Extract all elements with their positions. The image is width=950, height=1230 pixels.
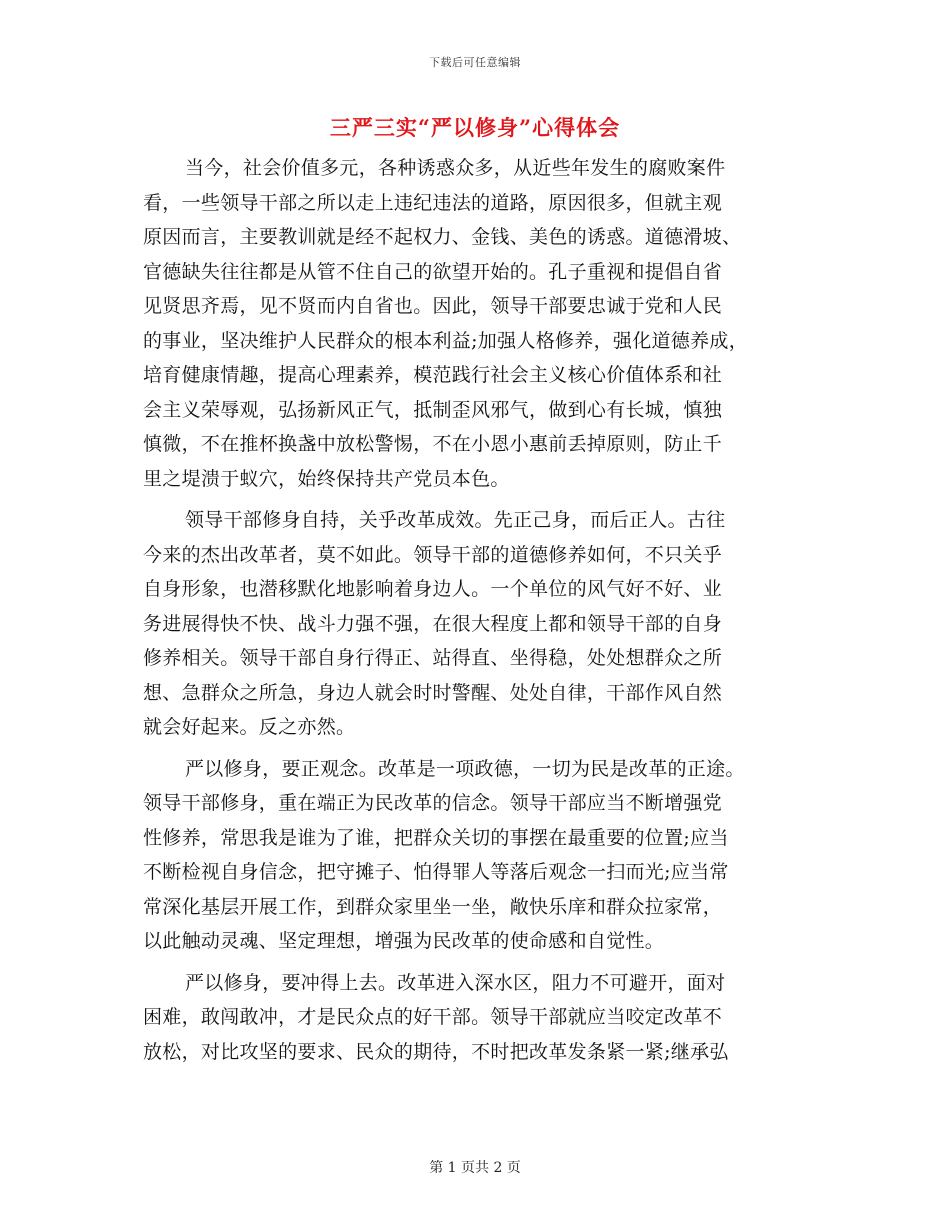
text-line: 看，一些领导干部之所以走上违纪违法的道路，原因很多，但就主观	[143, 191, 723, 214]
paragraph-3	[143, 752, 808, 959]
text-line: 里之堤溃于蚁穴，始终保持共产党员本色。	[143, 467, 510, 490]
paragraph-1	[143, 151, 808, 496]
document-body	[143, 151, 808, 1076]
text-line: 的事业，坚决维护人民群众的根本利益;加强人格修养，强化道德养成，	[143, 329, 749, 352]
text-line: 会主义荣辱观，弘扬新风正气，抵制歪风邪气，做到心有长城，慎独	[143, 398, 723, 421]
page-number-footer: 第 1 页共 2 页	[429, 1160, 521, 1176]
text-line: 见贤思齐焉，见不贤而内自省也。因此，领导干部要忠诚于党和人民	[143, 295, 723, 317]
text-line: 以此触动灵魂、坚定理想，增强为民改革的使命感和自觉性。	[143, 930, 665, 952]
text-line: 想、急群众之所急，身边人就会时时警醒、处处自律，干部作风自然	[143, 681, 723, 704]
text-line: 今来的杰出改革者，莫不如此。领导干部的道德修养如何，不只关乎	[143, 543, 723, 566]
text-line: 当今，社会价值多元，各种诱惑众多，从近些年发生的腐败案件	[185, 157, 726, 179]
header-note: 下载后可任意编辑	[429, 56, 521, 69]
paragraph-4	[143, 966, 808, 1070]
text-line: 务进展得快不快、战斗力强不强，在很大程度上都和领导干部的自身	[143, 612, 723, 635]
text-line: 原因而言，主要教训就是经不起权力、金钱、美色的诱惑。道德滑坡、	[143, 226, 742, 248]
text-line: 慎微，不在推杯换盏中放松警惕，不在小恩小惠前丢掉原则，防止千	[143, 433, 723, 455]
text-line: 就会好起来。反之亦然。	[143, 716, 356, 738]
text-line: 不断检视自身信念，把守摊子、怕得罪人等落后观念一扫而光;应当常	[143, 861, 729, 883]
document-title: 三严三实“严以修身”心得体会	[329, 115, 621, 140]
text-line: 放松，对比攻坚的要求、民众的期待，不时把改革发条紧一紧;继承弘	[143, 1040, 729, 1063]
text-line: 严以修身，要正观念。改革是一项政德，一切为民是改革的正途。	[185, 757, 745, 780]
text-line: 领导干部修身自持，关乎改革成效。先正己身，而后正人。古往	[185, 509, 726, 531]
text-line: 困难，敢闯敢冲，才是民众点的好干部。领导干部就应当咬定改革不	[143, 1006, 723, 1028]
text-line: 领导干部修身，重在端正为民改革的信念。领导干部应当不断增强党	[143, 792, 723, 814]
text-line: 培育健康情趣，提高心理素养，模范践行社会主义核心价值体系和社	[143, 364, 723, 386]
text-line: 官德缺失往往都是从管不住自己的欲望开始的。孔子重视和提倡自省	[143, 260, 723, 283]
text-line: 严以修身，要冲得上去。改革进入深水区，阻力不可避开，面对	[185, 971, 726, 994]
text-line: 自身形象，也潜移默化地影响着身边人。一个单位的风气好不好、业	[143, 578, 723, 600]
text-line: 修养相关。领导干部自身行得正、站得直、坐得稳，处处想群众之所	[143, 647, 723, 669]
paragraph-2	[143, 503, 808, 745]
text-line: 性修养，常思我是谁为了谁，把群众关切的事摆在最重要的位置;应当	[143, 826, 729, 849]
text-line: 常深化基层开展工作，到群众家里坐一坐，敞快乐庠和群众拉家常，	[143, 895, 723, 918]
